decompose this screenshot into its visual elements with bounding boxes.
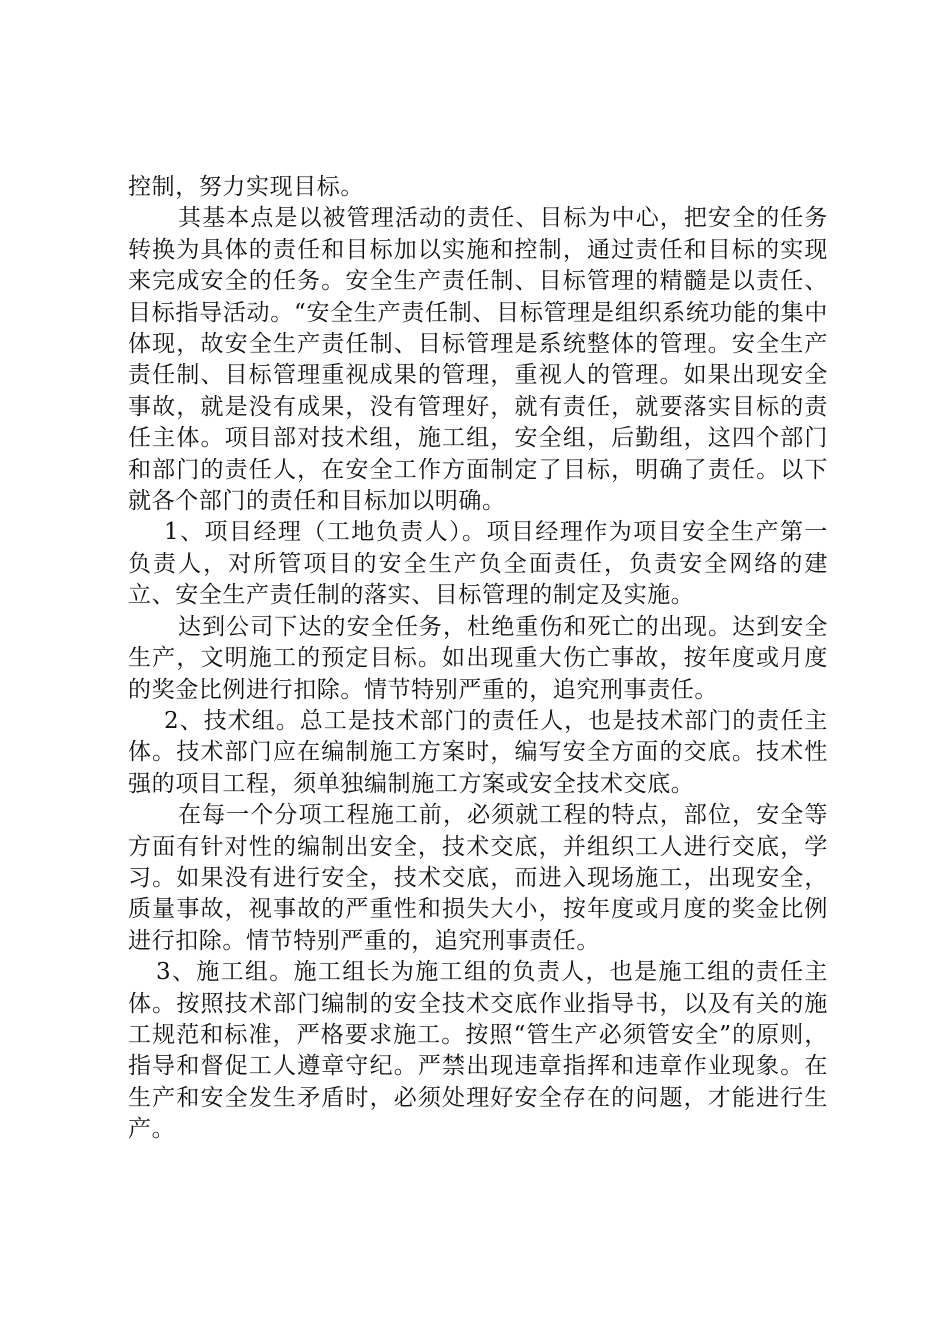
paragraph-project-manager: 1、项目经理（工地负责人）。项目经理作为项目安全生产第一负责人，对所管项目的安全生产负全面责任，负责安全网络的建立、安全生产责任制的落实、目标管理的制定及实施。 [128,519,828,609]
paragraph-technical-briefing: 在每一个分项工程施工前，必须就工程的特点，部位，安全等方面有针对性的编制出安全，技术交底，并组织工人进行交底，学习。如果没有进行安全，技术交底，而进入现场施工，出现安全，质量事故，视事故的严重性和损失大小，按年度或月度的奖金比例进行扣除。情节特别严重的，追究刑事责任。 [128,802,828,954]
paragraph-continuation: 控制，努力实现目标。 [128,174,364,200]
paragraph-technical-group: 2、技术组。总工是技术部门的责任人，也是技术部门的责任主体。技术部门应在编制施工方案时，编写安全方面的交底。技术性强的项目工程，须单独编制施工方案或安全技术交底。 [128,707,828,797]
paragraph-basic-principle: 其基本点是以被管理活动的责任、目标为中心，把安全的任务转换为具体的责任和目标加以实施和控制，通过责任和目标的实现来完成安全的任务。安全生产责任制、目标管理的精髓是以责任、目标指导活动。“安全生产责任制、目标管理是组织系统功能的集中体现，故安全生产责任制、目标管理是系统整体的管理。安全生产责任制、目标管理重视成果的管理，重视人的管理。如果出现安全事故，就是没有成果，没有管理好，就有责任，就要落实目标的责任主体。项目部对技术组，施工组，安全组，后勤组，这四个部门和部门的责任人，在安全工作方面制定了目标，明确了责任。以下就各个部门的责任和目标加以明确。 [128,205,828,515]
document-body [128,172,828,1146]
paragraph-manager-targets: 达到公司下达的安全任务，杜绝重伤和死亡的出现。达到安全生产，文明施工的预定目标。如出现重大伤亡事故，按年度或月度的奖金比例进行扣除。情节特别严重的，追究刑事责任。 [128,613,828,703]
paragraph-construction-group: 3、施工组。施工组长为施工组的负责人，也是施工组的责任主体。按照技术部门编制的安全技术交底作业指导书，以及有关的施工规范和标准，严格要求施工。按照“管生产必须管安全”的原则，指导和督促工人遵章守纪。严禁出现违章指挥和违章作业现象。在生产和安全发生矛盾时，必须处理好安全存在的问题，才能进行生产。 [128,959,828,1143]
